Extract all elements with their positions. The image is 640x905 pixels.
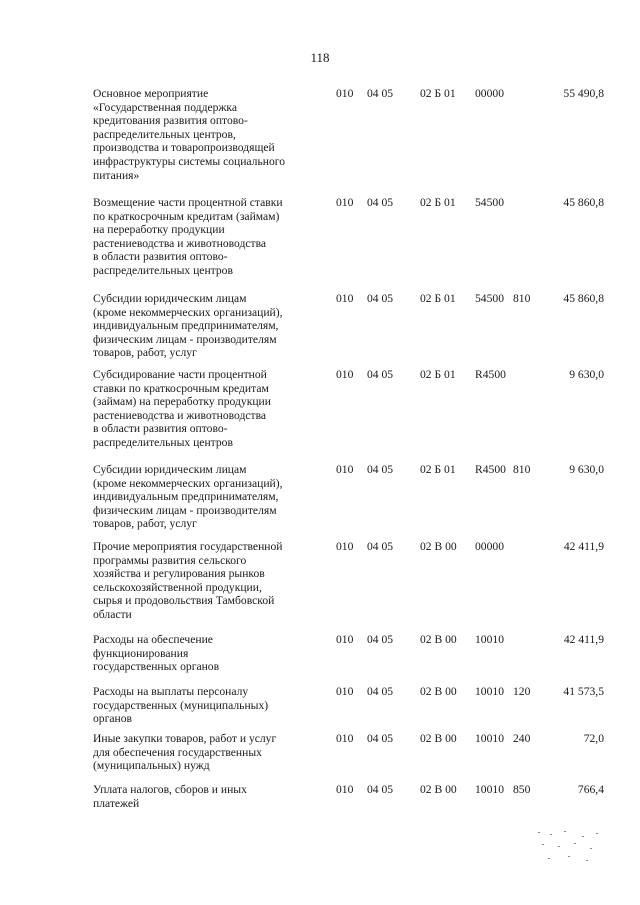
row-name: Основное мероприятие «Государственная поддержка кредитования развития оптово- распределительных центров, производства и товаропроизводящей инфраструктуры системы социального питания»: [93, 87, 286, 182]
row-program-code: 02 Б 01: [420, 196, 456, 209]
row-program-code: 02 В 00: [420, 633, 457, 646]
row-section-code: 04 05: [367, 368, 394, 381]
row-gr-code: 010: [336, 196, 354, 209]
speck: [582, 836, 584, 837]
row-expense-number: 10010: [475, 783, 504, 796]
row-expense-type: 810: [513, 292, 531, 305]
row-expense-number: 10010: [475, 685, 504, 698]
row-program-code: 02 Б 01: [420, 292, 456, 305]
row-sum: 42 411,9: [563, 540, 604, 553]
row-section-code: 04 05: [367, 540, 394, 553]
row-name: Субсидии юридическим лицам (кроме некоммерческих организаций), индивидуальным предпринимателям, физическим лицам - производителям товаров, работ, услуг: [93, 463, 283, 531]
row-section-code: 04 05: [367, 292, 394, 305]
row-name: Субсидирование части процентной ставки по краткосрочным кредитам (займам) на переработку продукции растениеводства и животноводства в области развития оптово- распределительных центров: [93, 368, 271, 449]
row-section-code: 04 05: [367, 732, 394, 745]
row-section-code: 04 05: [367, 685, 394, 698]
row-name: Субсидии юридическим лицам (кроме некоммерческих организаций), индивидуальным предпринимателям, физическим лицам - производителям товаров, работ, услуг: [93, 292, 283, 360]
row-expense-type: 810: [513, 463, 531, 476]
row-gr-code: 010: [336, 633, 354, 646]
row-program-code: 02 Б 01: [420, 368, 456, 381]
row-sum: 42 411,9: [563, 633, 604, 646]
row-gr-code: 010: [336, 463, 354, 476]
row-gr-code: 010: [336, 540, 354, 553]
scan-smudge: [530, 828, 610, 868]
page-number: 118: [310, 50, 330, 65]
row-expense-number: 00000: [475, 540, 504, 553]
row-gr-code: 010: [336, 685, 354, 698]
speck: [542, 844, 544, 845]
row-sum: 45 860,8: [563, 196, 604, 209]
speck: [548, 858, 550, 859]
row-expense-type: 850: [513, 783, 531, 796]
row-expense-number: R4500: [475, 463, 506, 476]
row-sum: 9 630,0: [569, 368, 604, 381]
speck: [590, 848, 592, 849]
row-name: Иные закупки товаров, работ и услуг для обеспечения государственных (муниципальных) нужд: [93, 732, 277, 773]
row-expense-number: 10010: [475, 633, 504, 646]
row-sum: 9 630,0: [569, 463, 604, 476]
row-program-code: 02 В 00: [420, 685, 457, 698]
speck: [586, 860, 588, 861]
speck: [564, 831, 566, 832]
row-expense-type: 240: [513, 732, 531, 745]
row-section-code: 04 05: [367, 783, 394, 796]
row-sum: 766,4: [577, 783, 604, 796]
row-sum: 41 573,5: [563, 685, 604, 698]
row-gr-code: 010: [336, 368, 354, 381]
row-program-code: 02 В 00: [420, 783, 457, 796]
row-section-code: 04 05: [367, 463, 394, 476]
row-program-code: 02 Б 01: [420, 463, 456, 476]
row-section-code: 04 05: [367, 633, 394, 646]
speck: [574, 843, 576, 844]
row-expense-type: 120: [513, 685, 531, 698]
row-gr-code: 010: [336, 87, 354, 100]
row-program-code: 02 Б 01: [420, 87, 456, 100]
row-name: Расходы на обеспечение функционирования государственных органов: [93, 633, 220, 674]
row-sum: 72,0: [583, 732, 604, 745]
speck: [558, 846, 560, 847]
row-expense-number: 54500: [475, 292, 504, 305]
row-name: Уплата налогов, сборов и иных платежей: [93, 783, 247, 810]
row-section-code: 04 05: [367, 196, 394, 209]
row-sum: 55 490,8: [563, 87, 604, 100]
row-expense-number: 00000: [475, 87, 504, 100]
row-expense-number: 10010: [475, 732, 504, 745]
speck: [550, 834, 552, 835]
speck: [568, 856, 570, 857]
row-expense-number: 54500: [475, 196, 504, 209]
row-expense-number: R4500: [475, 368, 506, 381]
row-gr-code: 010: [336, 732, 354, 745]
speck: [596, 833, 598, 834]
row-program-code: 02 В 00: [420, 540, 457, 553]
row-gr-code: 010: [336, 292, 354, 305]
row-program-code: 02 В 00: [420, 732, 457, 745]
row-name: Прочие мероприятия государственной программы развития сельского хозяйства и регулирования рынков сельскохозяйственной продукции, сырья и продовольствия Тамбовской области: [93, 540, 283, 621]
row-sum: 45 860,8: [563, 292, 604, 305]
speck: [538, 832, 540, 833]
row-section-code: 04 05: [367, 87, 394, 100]
row-name: Возмещение части процентной ставки по краткосрочным кредитам (займам) на переработку продукции растениеводства и животноводства в области развития оптово- распределительных центров: [93, 196, 283, 277]
row-name: Расходы на выплаты персоналу государственных (муниципальных) органов: [93, 685, 269, 726]
row-gr-code: 010: [336, 783, 354, 796]
